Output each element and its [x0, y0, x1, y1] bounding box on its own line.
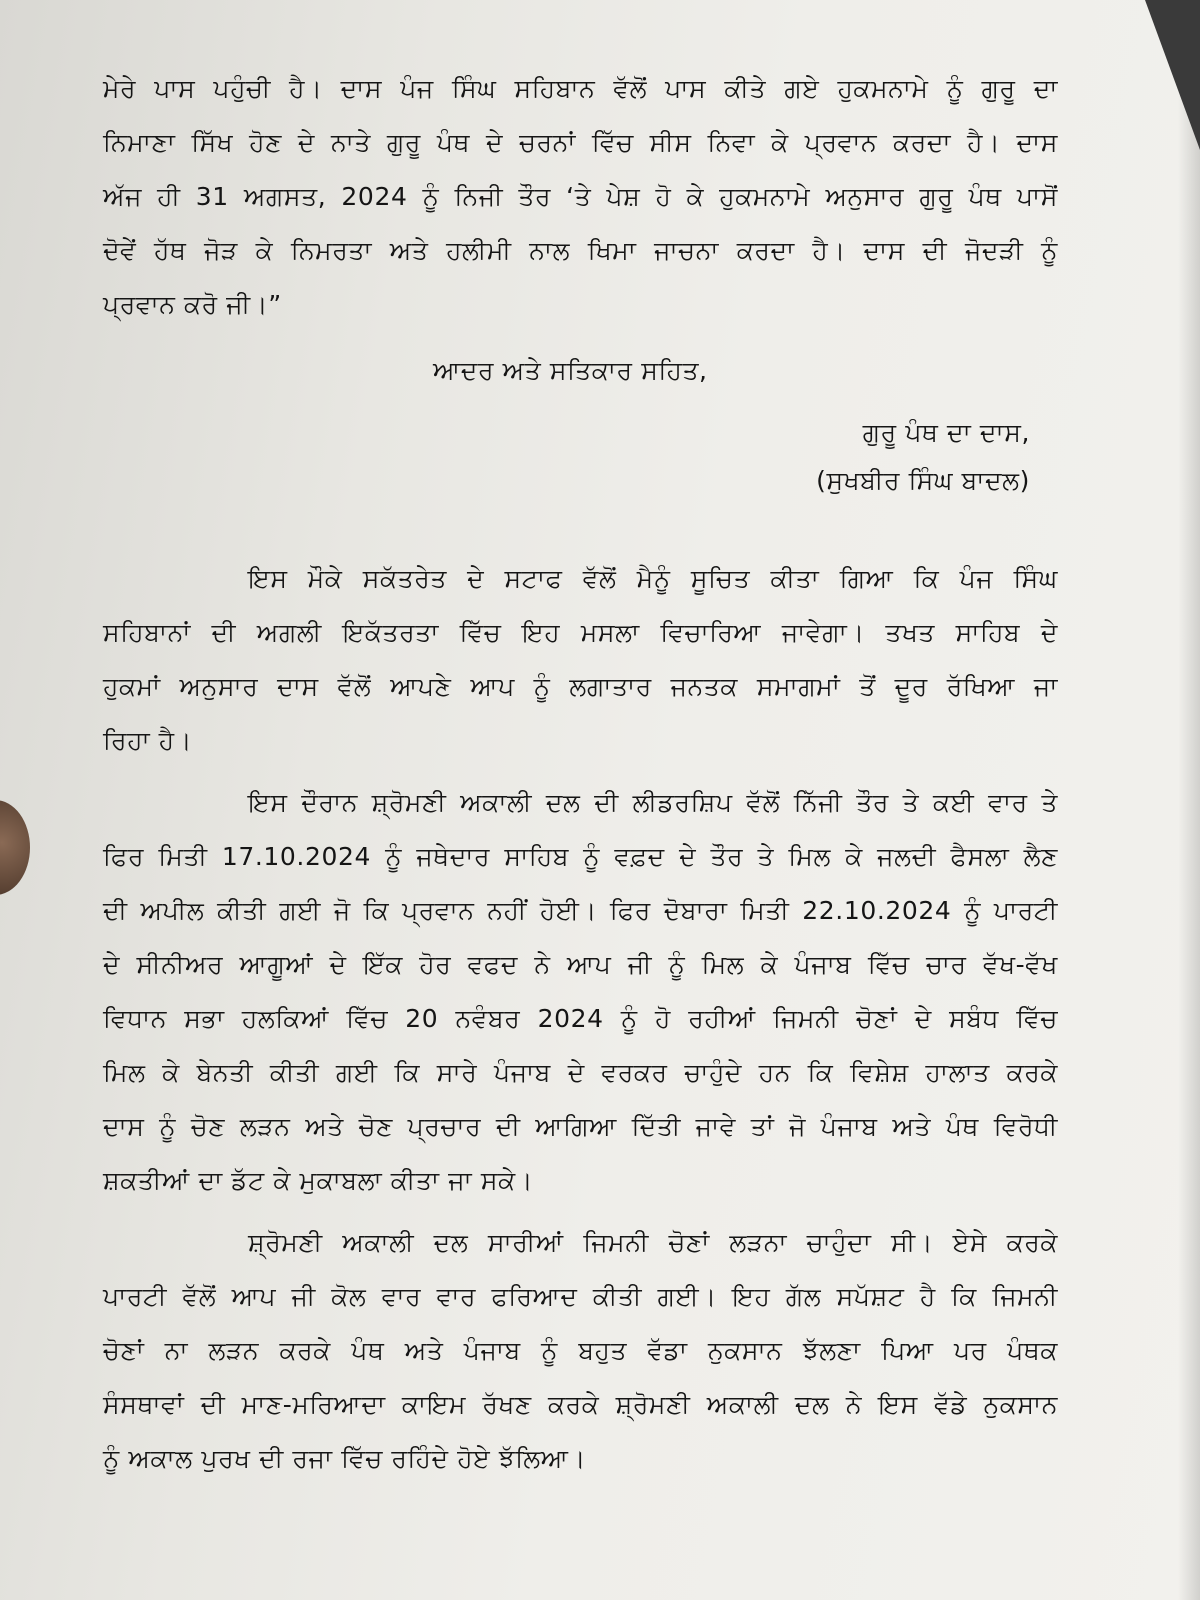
text-line: ਇਸ ਮੌਕੇ ਸਕੱਤਰੇਤ ਦੇ ਸਟਾਫ ਵੱਲੋਂ ਮੈਨੂੰ ਸੂਚਿਤ ਕੀਤਾ ਗਿਆ ਕਿ ਪੰਜ ਸਿੰਘ	[248, 564, 1058, 593]
paragraph-1	[103, 62, 1058, 332]
page-edge-shadow	[1178, 0, 1200, 1600]
paragraph-2	[103, 552, 1058, 768]
text-line: ਵਿਧਾਨ ਸਭਾ ਹਲਕਿਆਂ ਵਿੱਚ 20 ਨਵੰਬਰ 2024 ਨੂੰ ਹੋ ਰਹੀਆਂ ਜਿਮਨੀ ਚੋਣਾਂ ਦੇ ਸਬੰਧ ਵਿੱਚ	[103, 1004, 1058, 1033]
text-line: ਚੋਣਾਂ ਨਾ ਲੜਨ ਕਰਕੇ ਪੰਥ ਅਤੇ ਪੰਜਾਬ ਨੂੰ ਬਹੁਤ ਵੱਡਾ ਨੁਕਸਾਨ ਝੱਲਣਾ ਪਿਆ ਪਰ ਪੰਥਕ	[103, 1336, 1058, 1365]
text-line: ਨਿਮਾਣਾ ਸਿੱਖ ਹੋਣ ਦੇ ਨਾਤੇ ਗੁਰੂ ਪੰਥ ਦੇ ਚਰਨਾਂ ਵਿੱਚ ਸੀਸ ਨਿਵਾ ਕੇ ਪ੍ਰਵਾਨ ਕਰਦਾ ਹੈ। ਦਾਸ	[103, 128, 1058, 157]
text-line: ਇਸ ਦੌਰਾਨ ਸ਼੍ਰੋਮਣੀ ਅਕਾਲੀ ਦਲ ਦੀ ਲੀਡਰਸ਼ਿਪ ਵੱਲੋਂ ਨਿੱਜੀ ਤੌਰ ਤੇ ਕਈ ਵਾਰ ਤੇ	[248, 788, 1058, 817]
text-line: ਮਿਲ ਕੇ ਬੇਨਤੀ ਕੀਤੀ ਗਈ ਕਿ ਸਾਰੇ ਪੰਜਾਬ ਦੇ ਵਰਕਰ ਚਾਹੁੰਦੇ ਹਨ ਕਿ ਵਿਸ਼ੇਸ਼ ਹਾਲਾਤ ਕਰਕੇ	[103, 1058, 1058, 1087]
text-line: ਰਿਹਾ ਹੈ।	[103, 726, 193, 755]
text-line: ਹੁਕਮਾਂ ਅਨੁਸਾਰ ਦਾਸ ਵੱਲੋਂ ਆਪਣੇ ਆਪ ਨੂੰ ਲਗਾਤਾਰ ਜਨਤਕ ਸਮਾਗਮਾਂ ਤੋਂ ਦੂਰ ਰੱਖਿਆ ਜਾ	[103, 672, 1058, 701]
signature-title: ਗੁਰੂ ਪੰਥ ਦਾ ਦਾਸ,	[862, 418, 1030, 447]
text-line: ਦੋਵੇਂ ਹੱਥ ਜੋੜ ਕੇ ਨਿਮਰਤਾ ਅਤੇ ਹਲੀਮੀ ਨਾਲ ਖਿਮਾ ਜਾਚਨਾ ਕਰਦਾ ਹੈ। ਦਾਸ ਦੀ ਜੋਦੜੀ ਨੂੰ	[103, 236, 1058, 265]
paragraph-3	[103, 776, 1058, 1208]
text-line: ਸ਼ਕਤੀਆਂ ਦਾ ਡੱਟ ਕੇ ਮੁਕਾਬਲਾ ਕੀਤਾ ਜਾ ਸਕੇ।	[103, 1166, 534, 1195]
text-line: ਸਹਿਬਾਨਾਂ ਦੀ ਅਗਲੀ ਇਕੱਤਰਤਾ ਵਿੱਚ ਇਹ ਮਸਲਾ ਵਿਚਾਰਿਆ ਜਾਵੇਗਾ। ਤਖਤ ਸਾਹਿਬ ਦੇ	[103, 618, 1058, 647]
text-line: ਨੂੰ ਅਕਾਲ ਪੁਰਖ ਦੀ ਰਜਾ ਵਿੱਚ ਰਹਿੰਦੇ ਹੋਏ ਝੱਲਿਆ।	[103, 1444, 587, 1473]
text-line: ਸ਼੍ਰੋਮਣੀ ਅਕਾਲੀ ਦਲ ਸਾਰੀਆਂ ਜਿਮਨੀ ਚੋਣਾਂ ਲੜਨਾ ਚਾਹੁੰਦਾ ਸੀ। ਏਸੇ ਕਰਕੇ	[248, 1228, 1058, 1257]
text-line: ਪਾਰਟੀ ਵੱਲੋਂ ਆਪ ਜੀ ਕੋਲ ਵਾਰ ਵਾਰ ਫਰਿਆਦ ਕੀਤੀ ਗਈ। ਇਹ ਗੱਲ ਸਪੱਸ਼ਟ ਹੈ ਕਿ ਜਿਮਨੀ	[103, 1282, 1058, 1311]
paragraph-4	[103, 1216, 1058, 1486]
text-line: ਮੇਰੇ ਪਾਸ ਪਹੁੰਚੀ ਹੈ। ਦਾਸ ਪੰਜ ਸਿੰਘ ਸਹਿਬਾਨ ਵੱਲੋਂ ਪਾਸ ਕੀਤੇ ਗਏ ਹੁਕਮਨਾਮੇ ਨੂੰ ਗੁਰੂ ਦਾ	[103, 74, 1058, 103]
text-line: ਸੰਸਥਾਵਾਂ ਦੀ ਮਾਣ-ਮਰਿਆਦਾ ਕਾਇਮ ਰੱਖਣ ਕਰਕੇ ਸ਼੍ਰੋਮਣੀ ਅਕਾਲੀ ਦਲ ਨੇ ਇਸ ਵੱਡੇ ਨੁਕਸਾਨ	[103, 1390, 1058, 1419]
text-line: ਪ੍ਰਵਾਨ ਕਰੋ ਜੀ।”	[103, 290, 282, 319]
text-line: ਫਿਰ ਮਿਤੀ 17.10.2024 ਨੂੰ ਜਥੇਦਾਰ ਸਾਹਿਬ ਨੂੰ ਵਫ਼ਦ ਦੇ ਤੌਰ ਤੇ ਮਿਲ ਕੇ ਜਲਦੀ ਫੈਸਲਾ ਲੈਣ	[103, 842, 1058, 871]
text-line: ਦੇ ਸੀਨੀਅਰ ਆਗੂਆਂ ਦੇ ਇੱਕ ਹੋਰ ਵਫਦ ਨੇ ਆਪ ਜੀ ਨੂੰ ਮਿਲ ਕੇ ਪੰਜਾਬ ਵਿੱਚ ਚਾਰ ਵੱਖ-ਵੱਖ	[103, 950, 1058, 979]
text-line: ਅੱਜ ਹੀ 31 ਅਗਸਤ, 2024 ਨੂੰ ਨਿਜੀ ਤੌਰ ‘ਤੇ ਪੇਸ਼ ਹੋ ਕੇ ਹੁਕਮਨਾਮੇ ਅਨੁਸਾਰ ਗੁਰੂ ਪੰਥ ਪਾਸੋਂ	[103, 182, 1058, 211]
closing-salutation: ਆਦਰ ਅਤੇ ਸਤਿਕਾਰ ਸਹਿਤ,	[433, 356, 708, 385]
text-line: ਦੀ ਅਪੀਲ ਕੀਤੀ ਗਈ ਜੋ ਕਿ ਪ੍ਰਵਾਨ ਨਹੀਂ ਹੋਈ। ਫਿਰ ਦੋਬਾਰਾ ਮਿਤੀ 22.10.2024 ਨੂੰ ਪਾਰਟੀ	[103, 896, 1058, 925]
text-line: ਦਾਸ ਨੂੰ ਚੋਣ ਲੜਨ ਅਤੇ ਚੋਣ ਪ੍ਰਚਾਰ ਦੀ ਆਗਿਆ ਦਿੱਤੀ ਜਾਵੇ ਤਾਂ ਜੋ ਪੰਜਾਬ ਅਤੇ ਪੰਥ ਵਿਰੋਧੀ	[103, 1112, 1058, 1141]
signature-name: (ਸੁਖਬੀਰ ਸਿੰਘ ਬਾਦਲ)	[816, 466, 1030, 495]
